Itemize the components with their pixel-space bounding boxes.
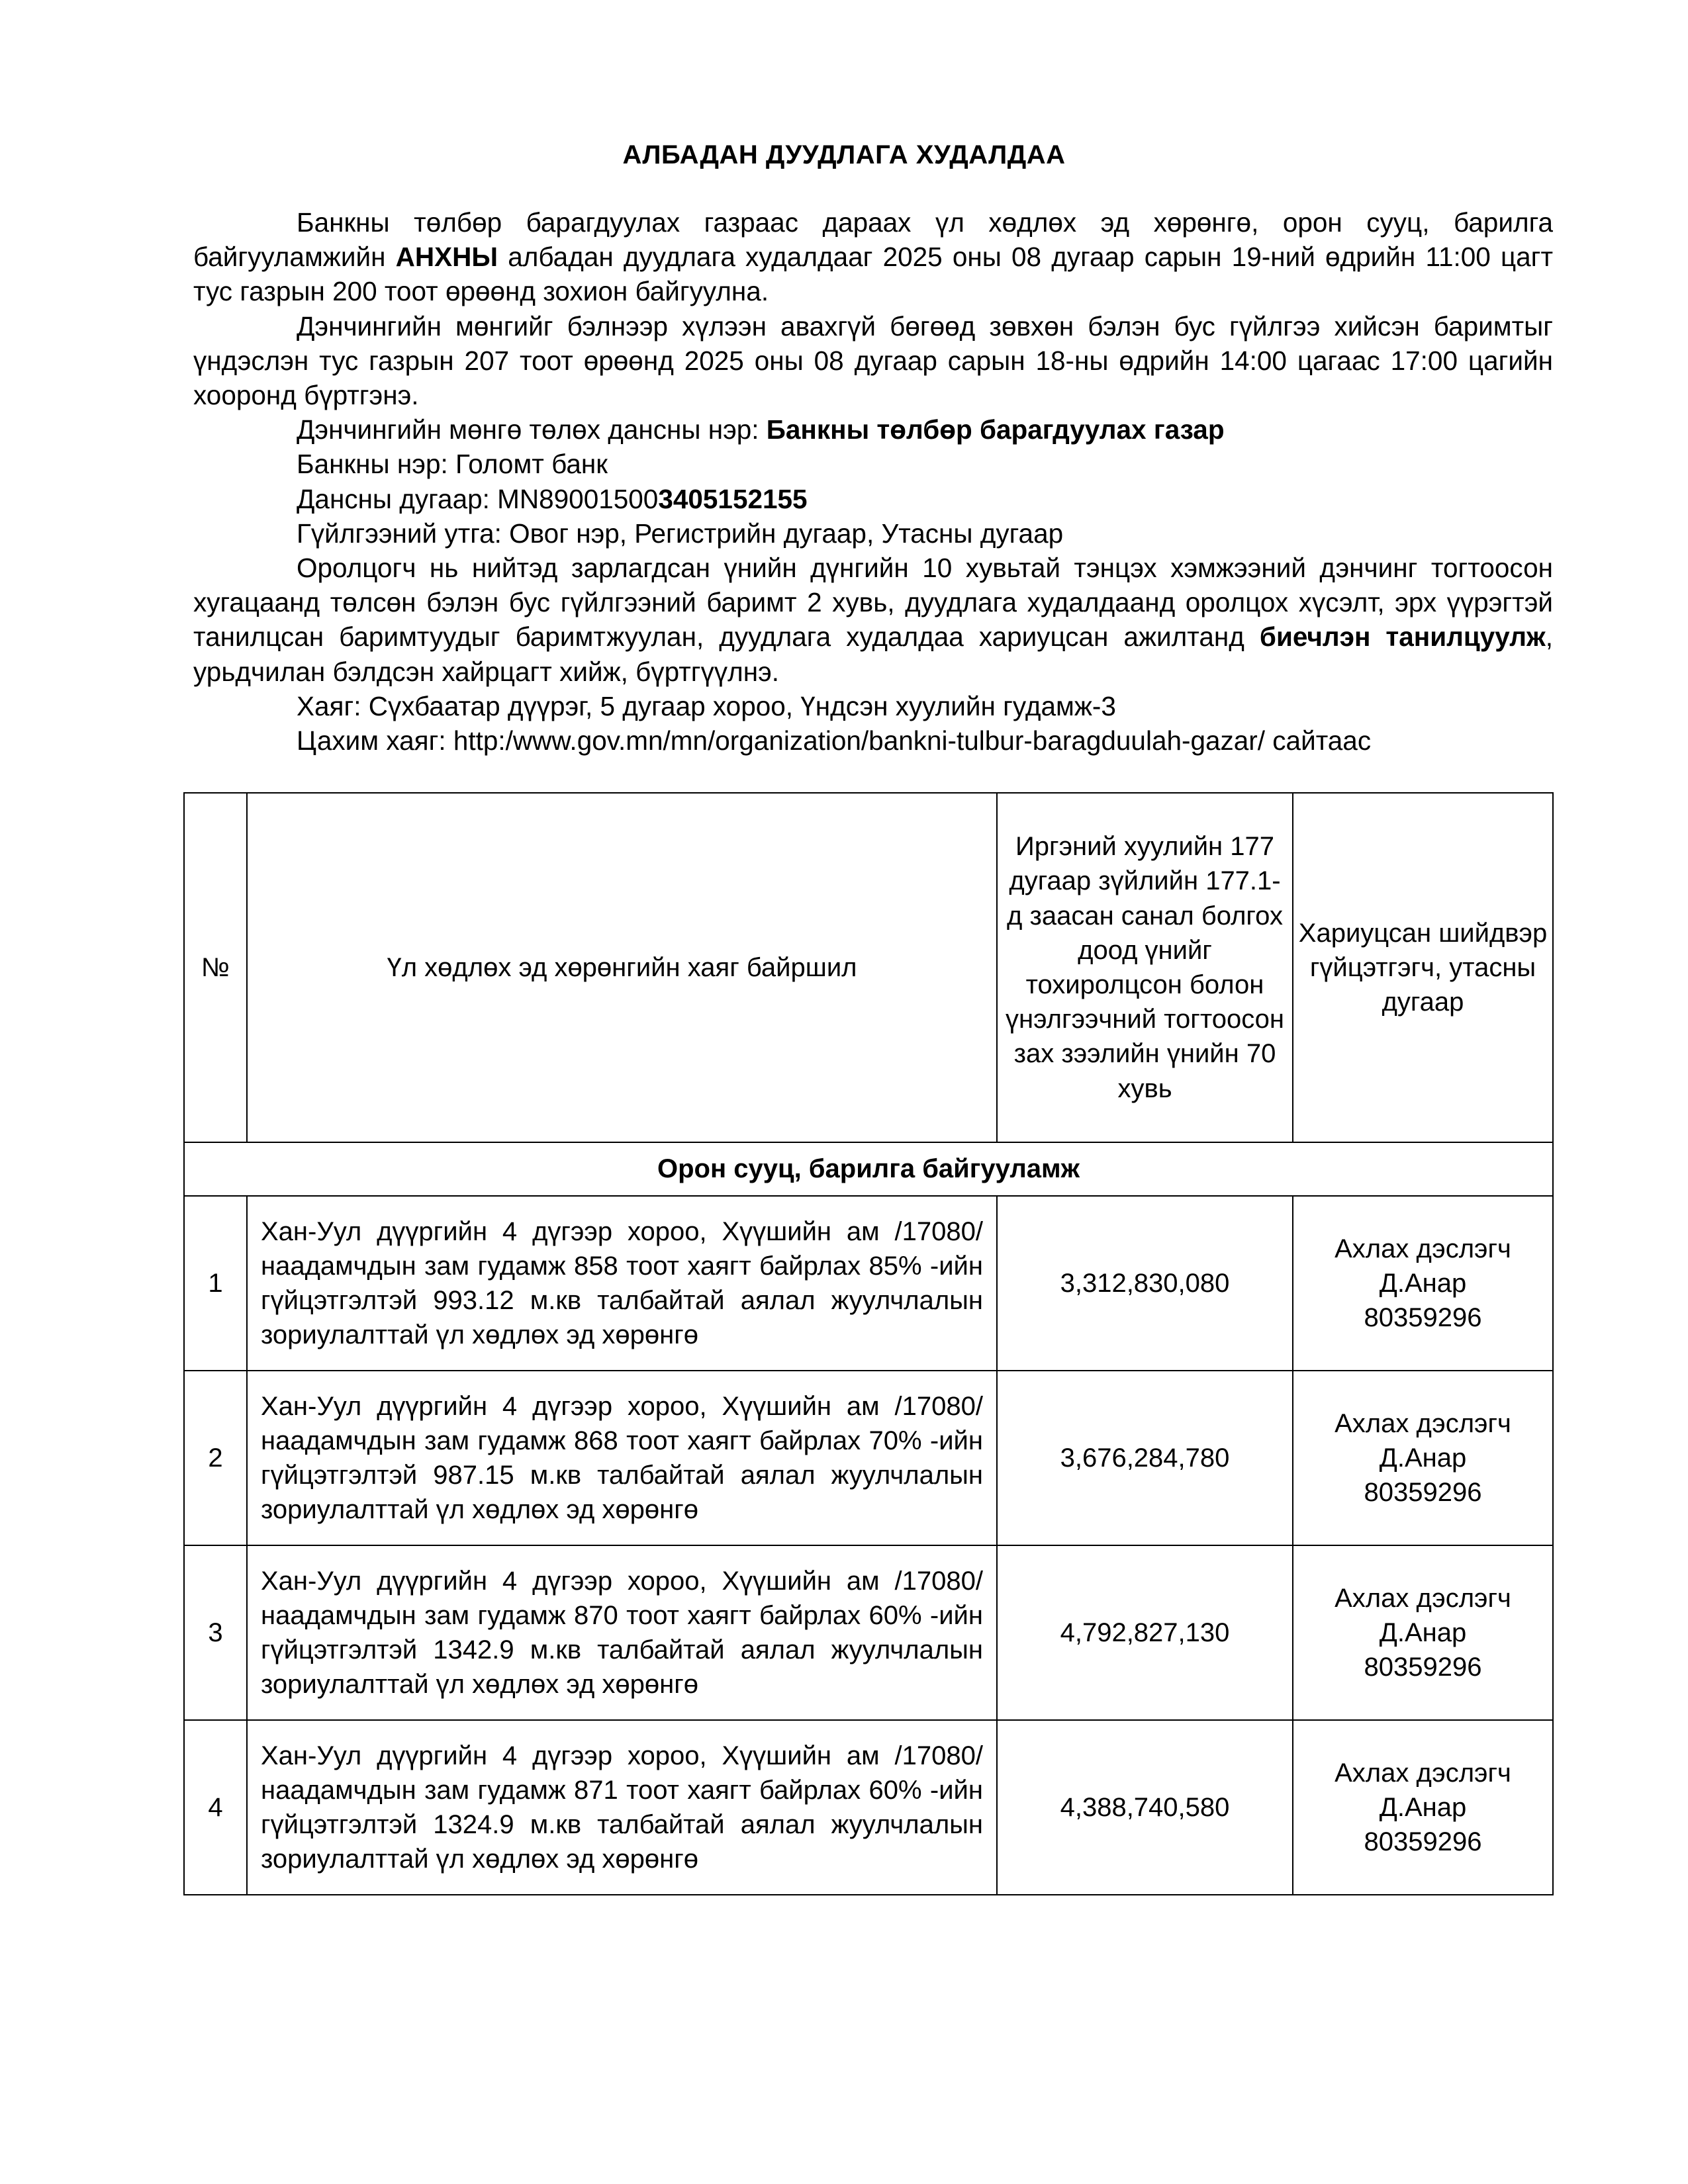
p1-text-after: албадан дуудлага худалдааг 2025 оны 08 дугаар сарын 19-ний өдрийн 11:00 цагт тус газрын 200 тоот өрөөнд зохион байгуулна. — [193, 242, 1553, 307]
row-address: Хан-Уул дүүргийн 4 дүгээр хороо, Хүүшийн ам /17080/ наадамчдын зам гудамж 871 тоот хаягт байрлах 60% -ийн гүйцэтгэлтэй 1324.9 м.кв талбайтай аялал жуулчлалын зориулалттай үл хөдлөх эд хөрөнгө — [247, 1720, 997, 1895]
executor-name: Д.Анар — [1379, 1617, 1467, 1647]
row-number: 1 — [184, 1196, 247, 1371]
website-line: Цахим хаяг: http:/www.gov.mn/mn/organization/bankni-tulbur-baragduulah-gazar/ сайтаас — [297, 725, 1372, 756]
row-executor — [1293, 1371, 1553, 1545]
account-number-label: Дансны дугаар: MN89001500 — [297, 483, 659, 514]
executor-phone: 80359296 — [1364, 1478, 1482, 1508]
row-number: 2 — [184, 1371, 247, 1545]
table-section-row — [184, 1142, 1553, 1196]
header-address: Үл хөдлөх эд хөрөнгийн хаяг байршил — [247, 793, 997, 1142]
executor-name: Д.Анар — [1379, 1443, 1467, 1473]
row-price: 3,312,830,080 — [997, 1196, 1293, 1371]
row-price: 4,792,827,130 — [997, 1545, 1293, 1720]
executor-name: Д.Анар — [1379, 1268, 1467, 1298]
executor-title: Ахлах дэслэгч — [1335, 1583, 1511, 1613]
executor-title: Ахлах дэслэгч — [1335, 1234, 1511, 1263]
announcement-body — [193, 205, 1553, 758]
auction-table — [183, 792, 1554, 1895]
p3-text-before: Оролцогч нь нийтэд зарлагдсан үнийн дүнгийн 10 хувьтай тэнцэх хэмжээний дэнчинг тогтоосон хугацаанд төлсөн бэлэн бус гүйлгээний баримт 2 хувь, дуудлага худалдаанд оролцох хүсэлт, эрх үүрэгтэй танилцсан баримтуудыг баримтжуулан, дуудлага худалдаа хариуцсан ажилтанд — [193, 553, 1553, 653]
row-address: Хан-Уул дүүргийн 4 дүгээр хороо, Хүүшийн ам /17080/ наадамчдын зам гудамж 868 тоот хаягт байрлах 70% -ийн гүйцэтгэлтэй 987.15 м.кв талбайтай аялал жуулчлалын зориулалттай үл хөдлөх эд хөрөнгө — [247, 1371, 997, 1545]
header-price: Иргэний хуулийн 177 дугаар зүйлийн 177.1-д заасан санал болгох доод үнийг тохиролцсон болон үнэлгээчний тогтоосон зах зээлийн үнийн 70 хувь — [997, 793, 1293, 1142]
account-name-line — [193, 412, 1553, 447]
document-title: АЛБАДАН ДУУДЛАГА ХУДАЛДАА — [622, 140, 1066, 169]
row-price: 4,388,740,580 — [997, 1720, 1293, 1895]
p1-text-before: Банкны төлбөр барагдуулах газраас дараах үл хөдлөх эд хөрөнгө, орон сууц, барилга байгууламжийн — [193, 207, 1553, 273]
announcement-paragraph-2: Дэнчингийн мөнгийг бэлнээр хүлээн авахгүй бөгөөд зөвхөн бэлэн бус гүйлгээ хийсэн баримтыг үндэслэн тус газрын 207 тоот өрөөнд 2025 оны 08 дугаар сарын 18-ны өдрийн 14:00 цагаас 17:00 цагийн хооронд бүртгэнэ. — [193, 310, 1553, 411]
account-number-line — [193, 482, 1553, 516]
announcement-paragraph-1 — [193, 205, 1553, 309]
executor-title: Ахлах дэслэгч — [1335, 1758, 1511, 1788]
header-number: № — [184, 793, 247, 1142]
executor-title: Ахлах дэслэгч — [1335, 1408, 1511, 1438]
executor-name: Д.Анар — [1379, 1792, 1467, 1822]
header-executor: Хариуцсан шийдвэр гүйцэтгэгч, утасны дугаар — [1293, 793, 1553, 1142]
address-line: Хаяг: Сүхбаатар дүүрэг, 5 дугаар хороо, Үндсэн хуулийн гудамж-3 — [297, 690, 1116, 721]
executor-phone: 80359296 — [1364, 1827, 1482, 1857]
account-name-label: Дэнчингийн мөнгө төлөх дансны нэр: — [297, 414, 767, 445]
table-row — [184, 1196, 1553, 1371]
table-row — [184, 1545, 1553, 1720]
row-number: 4 — [184, 1720, 247, 1895]
row-address: Хан-Уул дүүргийн 4 дүгээр хороо, Хүүшийн ам /17080/ наадамчдын зам гудамж 858 тоот хаягт байрлах 85% -ийн гүйцэтгэлтэй 993.12 м.кв талбайтай аялал жуулчлалын зориулалттай үл хөдлөх эд хөрөнгө — [247, 1196, 997, 1371]
row-number: 3 — [184, 1545, 247, 1720]
row-executor — [1293, 1545, 1553, 1720]
table-header-row — [184, 793, 1553, 1142]
announcement-paragraph-3 — [193, 551, 1553, 689]
row-address: Хан-Уул дүүргийн 4 дүгээр хороо, Хүүшийн ам /17080/ наадамчдын зам гудамж 870 тоот хаягт байрлах 60% -ийн гүйцэтгэлтэй 1342.9 м.кв талбайтай аялал жуулчлалын зориулалттай үл хөдлөх эд хөрөнгө — [247, 1545, 997, 1720]
p1-bold-first: АНХНЫ — [395, 242, 498, 273]
row-executor — [1293, 1720, 1553, 1895]
table-row — [184, 1720, 1553, 1895]
table-row — [184, 1371, 1553, 1545]
row-price: 3,676,284,780 — [997, 1371, 1293, 1545]
account-number-bold: 3405152155 — [658, 483, 808, 514]
p3-text-after: , урьдчилан бэлдсэн хайрцагт хийж, бүртгүүлнэ. — [193, 621, 1553, 687]
bank-name-line: Банкны нэр: Голомт банк — [297, 449, 608, 480]
account-name-value: Банкны төлбөр барагдуулах газар — [766, 414, 1225, 445]
row-executor — [1293, 1196, 1553, 1371]
executor-phone: 80359296 — [1364, 1653, 1482, 1682]
section-title: Орон сууц, барилга байгууламж — [184, 1142, 1553, 1196]
p3-bold-text: биечлэн танилцуулж — [1259, 621, 1546, 653]
transaction-note-line: Гүйлгээний утга: Овог нэр, Регистрийн дугаар, Утасны дугаар — [297, 518, 1064, 549]
executor-phone: 80359296 — [1364, 1303, 1482, 1333]
